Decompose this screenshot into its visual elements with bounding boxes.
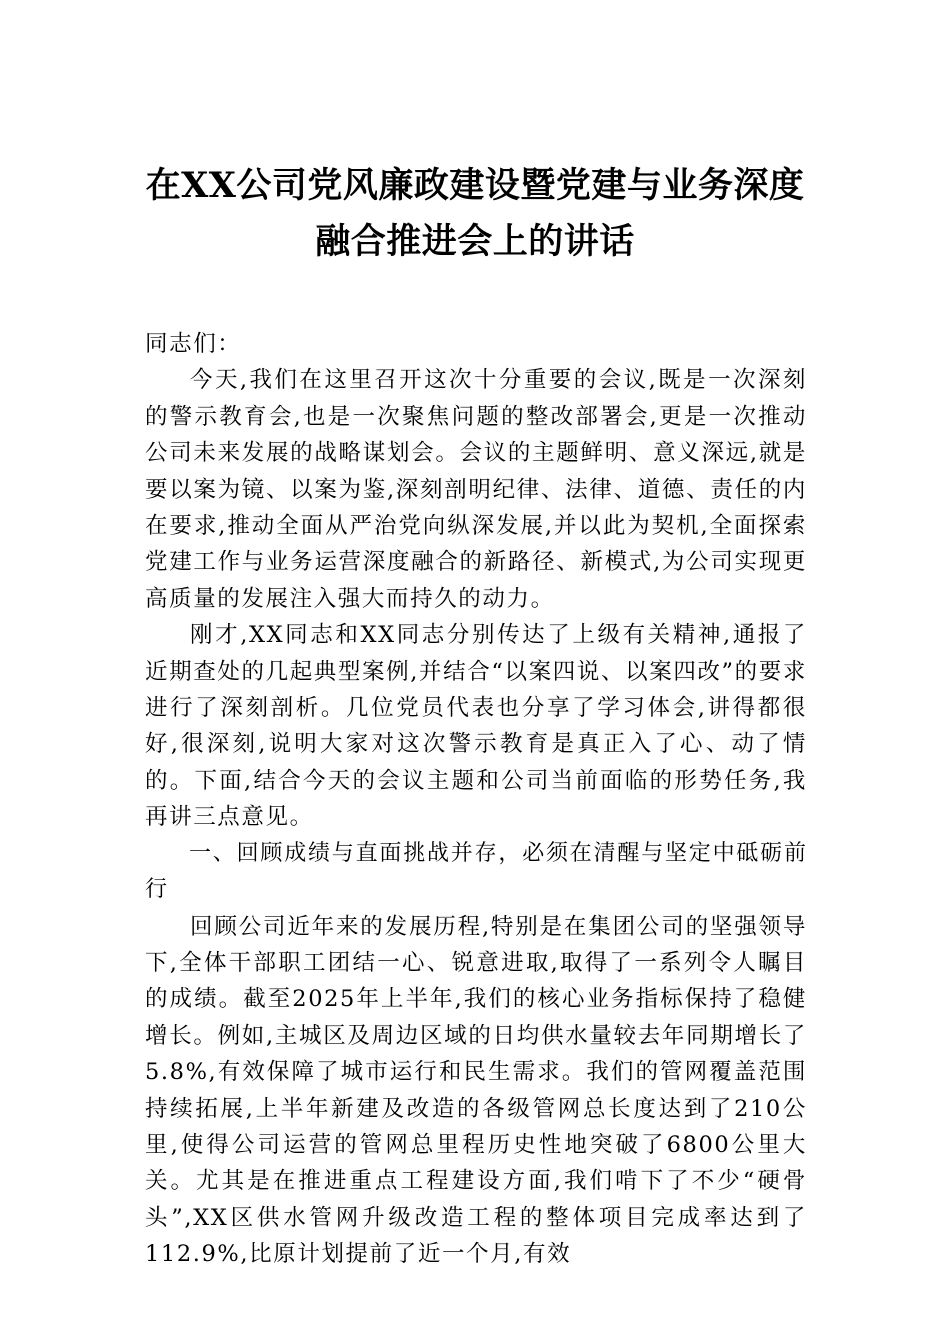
title-line-1: 在XX公司党风廉政建设暨党建与业务深度 bbox=[145, 165, 805, 206]
document-title bbox=[135, 158, 815, 270]
salutation: 同志们： bbox=[145, 331, 242, 357]
paragraph-opening: 今天,我们在这里召开这次十分重要的会议,既是一次深刻的警示教育会,也是一次聚焦问题的整改部署会,更是一次推动公司未来发展的战略谋划会。会议的主题鲜明、意义深远,就是要以案为镜、以案为鉴,深刻剖明纪律、法律、道德、责任的内在要求,推动全面从严治党向纵深发展,并以此为契机,全面探索党建工作与业务运营深度融合的新路径、新模式,为公司实现更高质量的发展注入强大而持久的动力。 bbox=[145, 367, 807, 612]
section-heading-1: 一、回顾成绩与直面挑战并存，必须在清醒与坚定中砥砺前行 bbox=[145, 840, 807, 903]
paragraph-review: 刚才,XX同志和XX同志分别传达了上级有关精神,通报了近期查处的几起典型案例,并结合“以案四说、以案四改”的要求进行了深刻剖析。几位党员代表也分享了学习体会,讲得都很好,很深刻,说明大家对这次警示教育是真正入了心、动了情的。下面,结合今天的会议主题和公司当前面临的形势任务,我再讲三点意见。 bbox=[145, 622, 807, 831]
title-line-2: 融合推进会上的讲话 bbox=[315, 221, 635, 262]
paragraph-achievements: 回顾公司近年来的发展历程,特别是在集团公司的坚强领导下,全体干部职工团结一心、锐意进取,取得了一系列令人瞩目的成绩。截至2025年上半年,我们的核心业务指标保持了稳健增长。例如,主城区及周边区域的日均供水量较去年同期增长了5.8%,有效保障了城市运行和民生需求。我们的管网覆盖范围持续拓展,上半年新建及改造的各级管网总长度达到了210公里,使得公司运营的管网总里程历史性地突破了6800公里大关。尤其是在推进重点工程建设方面,我们啃下了不少“硬骨头”,XX区供水管网升级改造工程的整体项目完成率达到了112.9%,比原计划提前了近一个月,有效 bbox=[145, 913, 807, 1268]
document-body bbox=[145, 326, 807, 1273]
